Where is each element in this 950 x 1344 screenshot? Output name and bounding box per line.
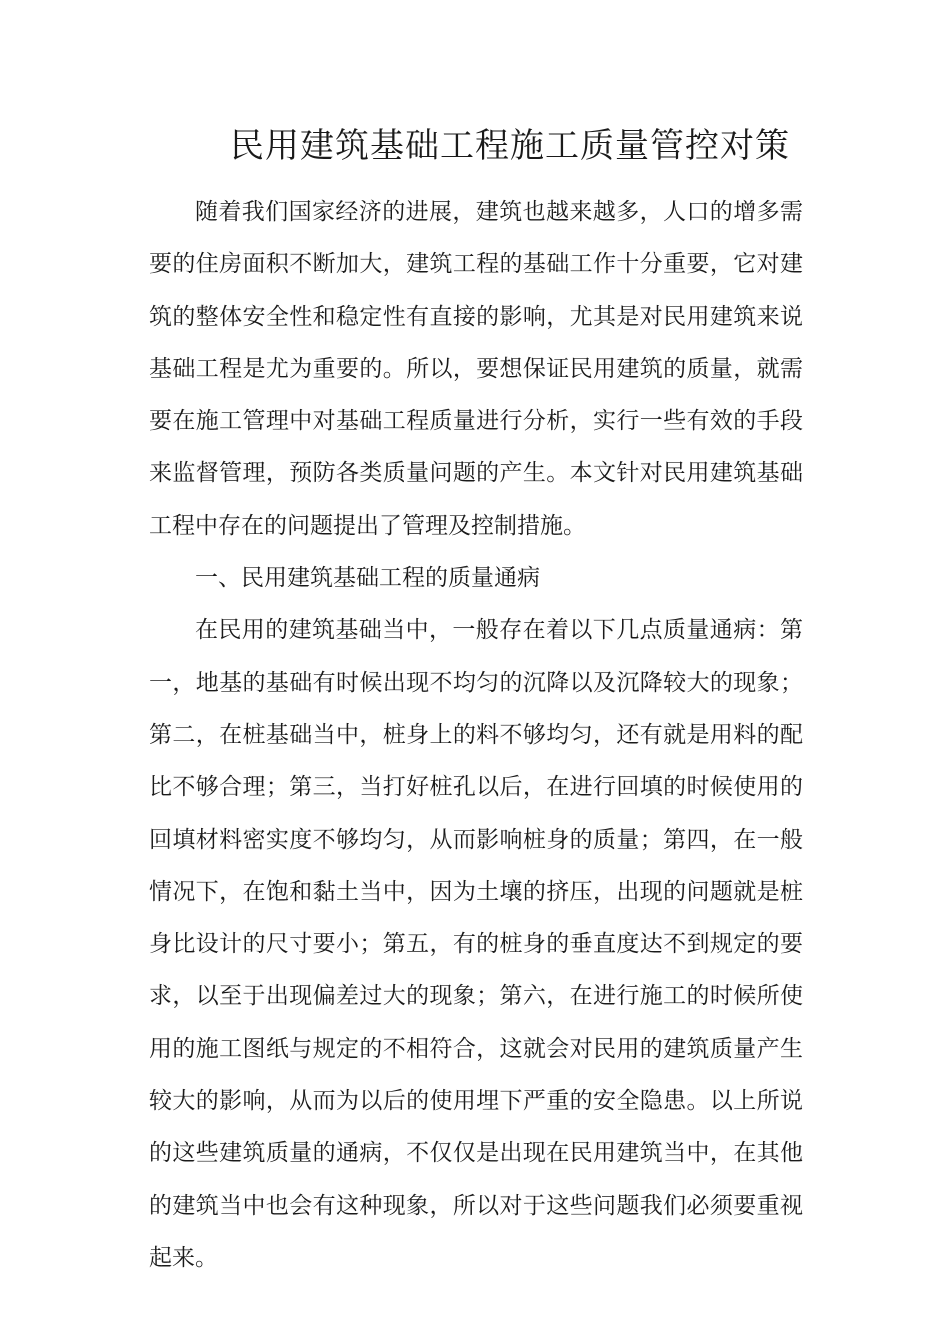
document-body bbox=[149, 186, 803, 1284]
paragraph-intro: 随着我们国家经济的进展，建筑也越来越多，人口的增多需要的住房面积不断加大，建筑工程的基础工作十分重要，它对建筑的整体安全性和稳定性有直接的影响，尤其是对民用建筑来说基础工程是尤为重要的。所以，要想保证民用建筑的质量，就需要在施工管理中对基础工程质量进行分析，实行一些有效的手段来监督管理，预防各类质量问题的产生。本文针对民用建筑基础工程中存在的问题提出了管理及控制措施。 bbox=[149, 199, 803, 539]
document-title: 民用建筑基础工程施工质量管控对策 bbox=[230, 126, 790, 166]
section-heading: 一、民用建筑基础工程的质量通病 bbox=[195, 565, 540, 592]
paragraph-quality-defects: 在民用的建筑基础当中，一般存在着以下几点质量通病：第一，地基的基础有时候出现不均匀的沉降以及沉降较大的现象；第二，在桩基础当中，桩身上的料不够均匀，还有就是用料的配比不够合理；第三，当打好桩孔以后，在进行回填的时候使用的回填材料密实度不够均匀，从而影响桩身的质量；第四，在一般情况下，在饱和黏土当中，因为土壤的挤压，出现的问题就是桩身比设计的尺寸要小；第五，有的桩身的垂直度达不到规定的要求，以至于出现偏差过大的现象；第六，在进行施工的时候所使用的施工图纸与规定的不相符合，这就会对民用的建筑质量产生较大的影响，从而为以后的使用埋下严重的安全隐患。以上所说的这些建筑质量的通病，不仅仅是出现在民用建筑当中，在其他的建筑当中也会有这种现象，所以对于这些问题我们必须要重视起来。 bbox=[149, 617, 803, 1271]
